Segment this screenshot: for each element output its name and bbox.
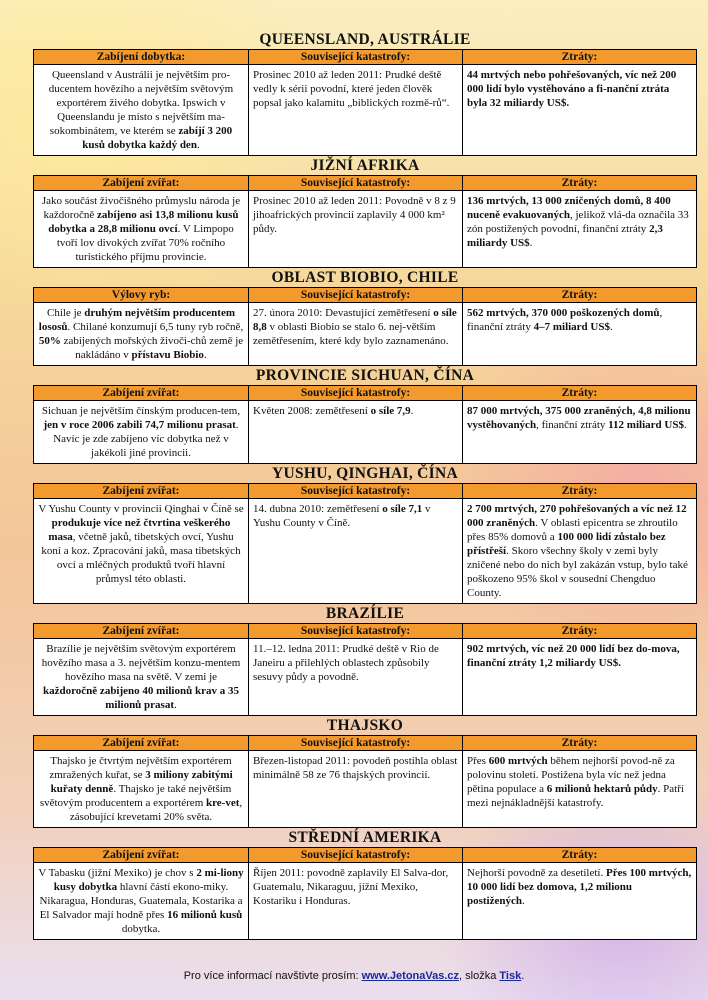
footer-end: .	[521, 970, 525, 982]
region-title: JIŽNÍ AFRIKA	[310, 157, 420, 174]
text: , včetně jaků, tibetských ovcí, Yushu koní a koz. Zpracování jaků, masa tibetských ovcí a mléčných produktů tvoří hlavní průmysl této oblasti.	[41, 531, 241, 585]
bold-text: 100 000 lidí zůstalo bez přístřeší	[467, 531, 666, 557]
slaughter-cell	[34, 191, 248, 267]
region-title: YUSHU, QINGHAI, ČÍNA	[272, 465, 458, 482]
region-title: PROVINCIE SICHUAN, ČÍNA	[255, 367, 475, 384]
bold-text: 6 milionů hektarů půdy	[546, 783, 658, 795]
website-link[interactable]: www.JetonaVas.cz	[361, 970, 460, 982]
region-table	[33, 847, 697, 940]
text: , finanční ztráty	[467, 307, 663, 333]
text: Prosinec 2010 až leden 2011: Povodně v 8 z 9 jihoafrických provincií zaplavily 4 000 km² půdy.	[253, 195, 456, 235]
bold-text: 50%	[38, 335, 61, 347]
region-table	[33, 623, 697, 716]
slaughter-header: Zabíjení zvířat:	[34, 176, 248, 191]
print-folder-link[interactable]: Tisk	[499, 970, 522, 982]
slaughter-header: Zabíjení zvířat:	[34, 848, 248, 863]
text: Brazílie je největším světovým exportérem hovězího masa a 3. největším konzu-mentem hovězího masa na světě. V zemi je	[41, 643, 241, 683]
text: , zásobující krevetami 20% světa.	[69, 797, 243, 823]
text: . Navíc je zde zabíjeno víc dobytka než v jakékoli jiné provincii.	[53, 419, 239, 459]
losses-cell	[462, 191, 696, 267]
slaughter-cell	[34, 639, 248, 715]
slaughter-header: Zabíjení zvířat:	[34, 736, 248, 751]
losses-cell	[462, 751, 696, 827]
text: v Yushu County v Číně.	[253, 503, 431, 529]
text: Chile je	[46, 307, 85, 319]
region-section	[33, 464, 697, 604]
bold-text: 600 mrtvých	[488, 755, 548, 767]
slaughter-cell	[34, 499, 248, 603]
region-section	[33, 604, 697, 716]
region-section	[33, 716, 697, 828]
region-table	[33, 483, 697, 604]
text: během nejhorší povod-ně za polovinu století. Postižena byla víc než jedna pětina populace a	[467, 755, 675, 795]
slaughter-cell	[34, 401, 248, 463]
text: V Tabasku (jižní Mexiko) je chov s	[38, 867, 197, 879]
bold-text: 902 mrtvých, víc než 20 000 lidí bez do-mova, finanční ztráty 1,2 miliardy US$.	[467, 643, 680, 669]
bold-text: Přes 100 mrtvých, 10 000 lidí bez domova, 1,2 milionu postižených	[467, 867, 692, 907]
losses-header: Ztráty:	[462, 624, 696, 639]
text: .	[196, 139, 200, 151]
text: 11.–12. ledna 2011: Prudké deště v Rio de Janeiru a přilehlých oblastech způsobily sesuvy půdy a povodně.	[253, 643, 439, 683]
region-section	[33, 366, 697, 464]
slaughter-header: Zabíjení zvířat:	[34, 624, 248, 639]
slaughter-cell	[34, 863, 248, 939]
disaster-header: Související katastrofy:	[248, 848, 462, 863]
disaster-header: Související katastrofy:	[248, 386, 462, 401]
region-section	[33, 156, 697, 268]
bold-text: 4–7 miliard US$	[533, 321, 610, 333]
text: v oblasti Biobio se stalo 6. nej-větším zemětřesením, které kdy bylo zaznamenáno.	[253, 321, 449, 347]
region-title: STŘEDNÍ AMERIKA	[288, 829, 442, 846]
text: Thajsko je čtvrtým největším exportérem zmražených kuřat, se	[49, 755, 232, 781]
disaster-cell	[248, 303, 462, 365]
slaughter-header: Výlovy ryb:	[34, 288, 248, 303]
disaster-header: Související katastrofy:	[248, 50, 462, 65]
losses-header: Ztráty:	[462, 50, 696, 65]
bold-text: jen v roce 2006 zabili 74,7 milionu prasat	[43, 419, 236, 431]
disaster-cell	[248, 191, 462, 267]
text: , finanční ztráty	[536, 419, 609, 431]
text: .	[529, 237, 533, 249]
footer-mid: , složka	[459, 970, 500, 982]
disaster-cell	[248, 863, 462, 939]
slaughter-header: Zabíjení dobytka:	[34, 50, 248, 65]
region-table	[33, 735, 697, 828]
bold-text: 2 mi-liony kusy dobytka	[53, 867, 244, 893]
region-title: OBLAST BIOBIO, CHILE	[271, 269, 459, 286]
bold-text: 3 miliony zabitými kuřaty denně	[50, 769, 233, 795]
bold-text: kre-vet	[206, 797, 240, 809]
bold-text: zabíjí 3 200 kusů dobytka každý den	[82, 125, 233, 151]
text: Nejhorší povodně za desetiletí.	[467, 867, 606, 879]
losses-cell	[462, 639, 696, 715]
text: 14. dubna 2010: zemětřesení	[253, 503, 383, 515]
losses-header: Ztráty:	[462, 176, 696, 191]
text: . V Limpopo tvoří lov divokých zvířat 70% ročního turistického příjmu provincie.	[56, 223, 234, 263]
text: V Yushu County v provincii Qinghai v Číně se	[38, 503, 244, 515]
text: Queensland v Austrálii je největším pro-ducentem hovězího a největším světovým exportérem živého dobytka. Ipswich v Queenslandu je místo s největším ma-sokombinátem, ve kterém se	[48, 69, 234, 137]
text: Říjen 2011: povodně zaplavily El Salva-dor, Guatemalu, Nikaraguu, jižní Mexiko, Kostariku i Honduras.	[253, 867, 449, 907]
bold-text: o síle 7,1	[382, 503, 423, 515]
document-page	[33, 30, 697, 940]
text: Jako součást živočišného průmyslu národa je každoročně	[41, 195, 241, 221]
losses-cell	[462, 303, 696, 365]
bold-text: druhým největším producentem lososů	[38, 307, 235, 333]
region-table	[33, 287, 697, 366]
disaster-cell	[248, 499, 462, 603]
region-title: QUEENSLAND, AUSTRÁLIE	[259, 31, 471, 48]
region-section	[33, 828, 697, 940]
text: 27. února 2010: Devastující zemětřesení	[253, 307, 434, 319]
bold-text: 112 miliard US$	[608, 419, 684, 431]
disaster-header: Související katastrofy:	[248, 288, 462, 303]
region-table	[33, 49, 697, 156]
disaster-header: Související katastrofy:	[248, 624, 462, 639]
bold-text: 2 700 mrtvých, 270 pohřešovaných a víc než 12 000 zraněných	[467, 503, 687, 529]
text: . Patří mezi nejnákladnější katastrofy.	[467, 783, 684, 809]
slaughter-cell	[34, 303, 248, 365]
bold-text: 16 milionů kusů	[167, 909, 243, 921]
text: Přes	[467, 755, 489, 767]
bold-text: o síle 7,9	[370, 405, 411, 417]
text: .	[683, 419, 687, 431]
losses-cell	[462, 499, 696, 603]
disaster-cell	[248, 65, 462, 155]
slaughter-header: Zabíjení zvířat:	[34, 484, 248, 499]
bold-text: 44 mrtvých nebo pohřešovaných, víc než 200 000 lidí bylo vystěhováno a fi-nanční ztráta byla 32 miliardy US$.	[467, 69, 677, 109]
disaster-cell	[248, 639, 462, 715]
footer	[0, 970, 708, 982]
text: .	[203, 349, 207, 361]
text: hlavní částí ekono-miky. Nikaragua, Honduras, Guatemala, Kostarika a El Salvador mají hodně přes	[39, 881, 243, 921]
losses-header: Ztráty:	[462, 288, 696, 303]
losses-cell	[462, 401, 696, 463]
disaster-cell	[248, 401, 462, 463]
disaster-header: Související katastrofy:	[248, 736, 462, 751]
text: dobytka.	[121, 923, 161, 935]
bold-text: 562 mrtvých, 370 000 poškozených domů	[467, 307, 660, 319]
bold-text: produkuje více než čtvrtina veškerého masa	[48, 517, 231, 543]
bold-text: 2,3 miliardy US$	[467, 223, 663, 249]
text: . Skoro všechny školy v zemi byly zničené nebo do nich byl zakázán vstup, bylo také poškozeno 95% škol v sousední Chengduo County.	[467, 545, 688, 599]
losses-cell	[462, 65, 696, 155]
bold-text: 136 mrtvých, 13 000 zničených domů, 8 400 nuceně evakuovaných	[467, 195, 671, 221]
text: . Chilané konzumují 6,5 tuny ryb ročně,	[67, 321, 244, 333]
text: , jelikož vlá-da označila 33 zón postižených povodní, finanční ztráty	[467, 209, 689, 235]
text: Březen-listopad 2011: povodeň postihla oblast minimálně 58 ze 76 thajských provincií.	[253, 755, 458, 781]
slaughter-cell	[34, 751, 248, 827]
bold-text: každoročně zabijeno 40 milionů krav a 35 milionů prasat	[43, 685, 239, 711]
losses-header: Ztráty:	[462, 736, 696, 751]
text: .	[174, 699, 177, 711]
text: . V oblasti epicentra se zhroutilo přes 85% domovů a	[467, 517, 678, 543]
text: zabíjených mořských živoči-chů země je nakládáno v	[60, 335, 244, 361]
region-title: THAJSKO	[326, 717, 404, 734]
text: .	[410, 405, 414, 417]
text: . Thajsko je také největším světovým producentem a exportérem	[39, 783, 232, 809]
bold-text: o síle 8,8	[253, 307, 457, 333]
disaster-header: Související katastrofy:	[248, 176, 462, 191]
region-section	[33, 30, 697, 156]
losses-header: Ztráty:	[462, 848, 696, 863]
losses-header: Ztráty:	[462, 386, 696, 401]
bold-text: přístavu Biobio	[131, 349, 204, 361]
region-section	[33, 268, 697, 366]
text: .	[610, 321, 613, 333]
text: Květen 2008: zemětřesení	[253, 405, 371, 417]
text: Prosinec 2010 až leden 2011: Prudké deště vedly k sérii povodní, které jeden člověk popsal jako kalamitu „biblických rozmě-rů“.	[253, 69, 450, 109]
bold-text: 87 000 mrtvých, 375 000 zraněných, 4,8 milionu vystěhovaných	[467, 405, 691, 431]
losses-header: Ztráty:	[462, 484, 696, 499]
slaughter-header: Zabíjení zvířat:	[34, 386, 248, 401]
disaster-header: Související katastrofy:	[248, 484, 462, 499]
text: .	[522, 895, 525, 907]
bold-text: zabíjeno asi 13,8 milionu kusů dobytka a 28,8 milionu ovcí	[48, 209, 239, 235]
region-title: BRAZÍLIE	[325, 605, 405, 622]
region-table	[33, 385, 697, 464]
text: Sichuan je největším čínským producen-tem,	[41, 405, 241, 417]
disaster-cell	[248, 751, 462, 827]
footer-text: Pro více informací navštivte prosím:	[183, 970, 362, 982]
region-table	[33, 175, 697, 268]
losses-cell	[462, 863, 696, 939]
slaughter-cell	[34, 65, 248, 155]
